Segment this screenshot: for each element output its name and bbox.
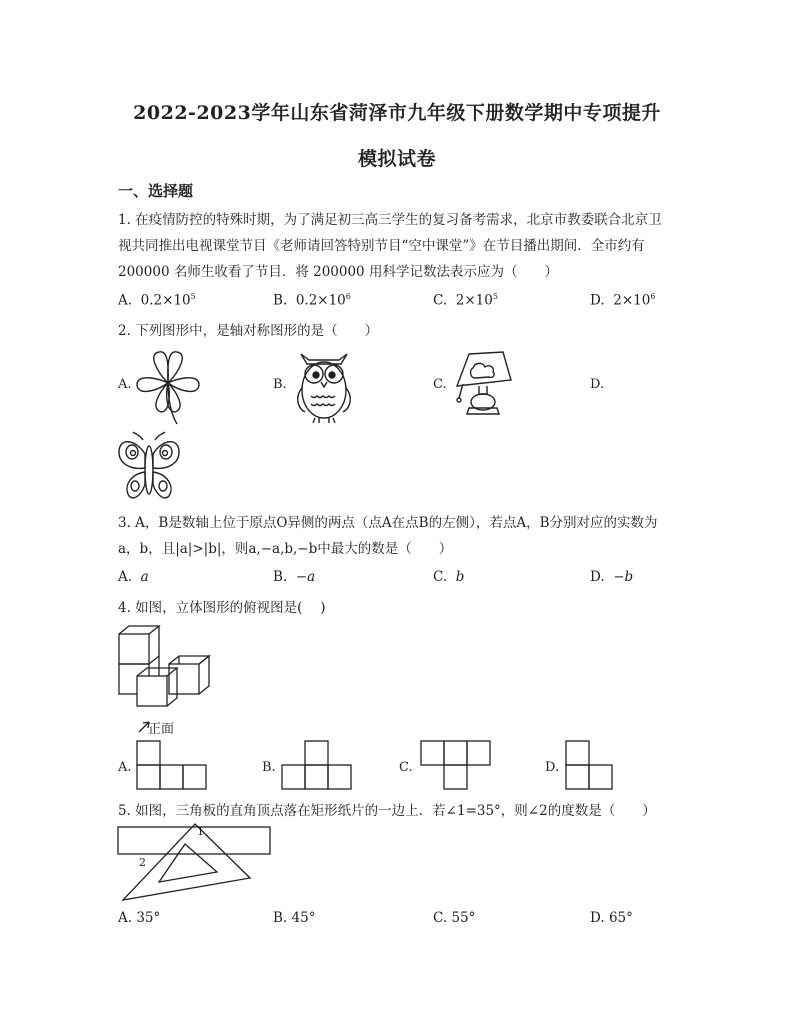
q2-question: 2. 下列图形中，是轴对称图形的是（ ）: [118, 323, 379, 339]
title-line-2: 模拟试卷: [357, 148, 436, 170]
q1-option-b[interactable]: B. $0.2\times 10^6$: [273, 292, 351, 309]
q1-option-d[interactable]: D. $2\times 10^6$: [590, 292, 656, 309]
q5-option-c[interactable]: C. 55°: [433, 910, 476, 926]
q2-option-c-label[interactable]: C.: [433, 377, 447, 392]
q3-option-a[interactable]: A. a: [118, 569, 149, 585]
lamp-image: [453, 350, 515, 422]
title-line-1: 2022-2023学年山东省菏泽市九年级下册数学期中专项提升: [133, 102, 661, 124]
q2-option-d-label[interactable]: D.: [590, 377, 605, 392]
section-heading: 一、选择题: [118, 182, 194, 200]
clover-image: [133, 348, 203, 426]
butterfly-image: [115, 432, 183, 506]
q1-line-1: 1. 在疫情防控的特殊时期，为了满足初三高三学生的复习备考需求，北京市教委联合北京卫: [118, 212, 662, 228]
front-view-label: 正面: [148, 722, 175, 737]
q3-option-c[interactable]: C. b: [433, 569, 465, 585]
q2-option-a-label[interactable]: A.: [118, 377, 132, 392]
q1-line-3: 200000 名师生收看了节目．将 200000 用科学记数法表示应为（ ）: [118, 264, 558, 280]
angle-2-label: 2: [139, 856, 146, 869]
q3-option-d[interactable]: D. −b: [590, 569, 634, 585]
q5-question: 5. 如图，三角板的直角顶点落在矩形纸片的一边上．若∠1=35°，则∠2的度数是（ ）: [118, 803, 656, 819]
q5-option-a[interactable]: A. 35°: [118, 910, 161, 926]
q4-option-d-figure: [565, 740, 617, 792]
q4-option-b-figure: [281, 740, 355, 792]
q4-option-b-label[interactable]: B.: [262, 760, 276, 775]
q5-option-d[interactable]: D. 65°: [590, 910, 633, 926]
q1-option-c[interactable]: C. $2\times 10^5$: [433, 292, 498, 309]
q3-line-2: a，b，且|a|>|b|，则a,−a,b,−b中最大的数是（ ）: [118, 541, 453, 557]
q4-option-a-label[interactable]: A.: [118, 760, 132, 775]
q1-line-2: 视共同推出电视课堂节目《老师请回答特别节目“空中课堂”》在节目播出期间．全市约有: [118, 238, 645, 254]
angle-1-label: 1: [197, 825, 204, 838]
q4-question: 4. 如图，立体图形的俯视图是( ): [118, 600, 326, 616]
q1-option-a[interactable]: A. $0.2\times 10^5$: [118, 292, 196, 309]
owl-image: [293, 350, 355, 424]
q3-line-1: 3. A，B是数轴上位于原点O异侧的两点（点A在点B的左侧），若点A，B分别对应的实数为: [118, 515, 658, 531]
q5-option-b[interactable]: B. 45°: [273, 910, 316, 926]
q3-option-b[interactable]: B. −a: [273, 569, 316, 585]
q4-option-c-label[interactable]: C.: [399, 760, 413, 775]
q4-option-c-figure: [420, 740, 494, 792]
q2-option-b-label[interactable]: B.: [273, 377, 287, 392]
q4-option-d-label[interactable]: D.: [545, 760, 560, 775]
q4-option-a-figure: [136, 740, 210, 792]
